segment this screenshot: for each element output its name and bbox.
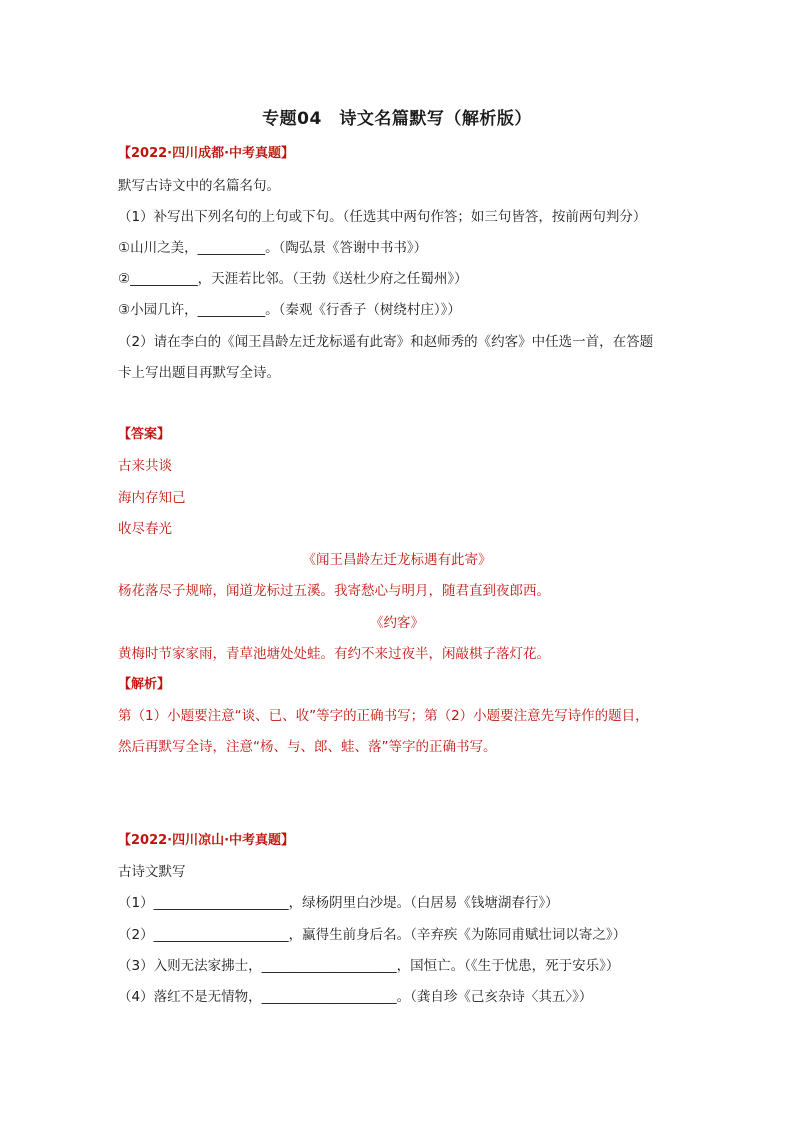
q1-answer-tag: 【答案】: [118, 427, 171, 442]
q1-instruction: 默写古诗文中的名篇名句。: [118, 178, 280, 194]
q1-poem2-title: 《约客》: [370, 615, 424, 631]
q1-part2-line2: 卡上写出题目再默写全诗。: [118, 365, 280, 381]
q1-poem1-title: 《闻王昌龄左迁龙标遇有此寄》: [302, 552, 492, 568]
q2-instruction: 古诗文默写: [118, 864, 186, 880]
document-title: 专题04 诗文名篇默写（解析版）: [262, 109, 532, 129]
q1-analysis-line2: 然后再默写全诗，注意“杨、与、郎、蛙、落”等字的正确书写。: [118, 739, 497, 755]
q1-poem2-text: 黄梅时节家家雨，青草池塘处处蛙。有约不来过夜半，闲敲棋子落灯花。: [118, 646, 550, 662]
q1-part2-line1: （2）请在李白的《闻王昌龄左迁龙标遥有此寄》和赵师秀的《约客》中任选一首，在答题: [118, 334, 654, 350]
q1-item3: ③小园几许，__________。（秦观《行香子（树绕村庄）》）: [118, 302, 461, 318]
q1-answer-2: 海内存知己: [118, 490, 186, 506]
q1-poem1-text: 杨花落尽子规啼，闻道龙标过五溪。我寄愁心与明月，随君直到夜郎西。: [118, 583, 550, 599]
q1-item2: ②__________，天涯若比邻。（王勃《送杜少府之任蜀州》）: [118, 271, 468, 287]
q1-analysis-tag: 【解析】: [118, 677, 171, 692]
q1-item1: ①山川之美，__________。（陶弘景《答谢中书书》）: [118, 240, 428, 256]
q2-item1: （1）____________________，绿杨阴里白沙堤。（白居易《钱塘湖春行》）: [118, 895, 559, 911]
q1-answer-1: 古来共谈: [118, 458, 172, 474]
q2-item3: （3）入则无法家拂士，____________________，国恒亡。（《生于忧患，死于安乐》）: [118, 958, 620, 974]
q2-source-tag: 【2022·四川凉山·中考真题】: [118, 833, 295, 848]
q1-part1: （1）补写出下列名句的上句或下句。（任选其中两句作答；如三句皆答，按前两句判分）: [118, 209, 647, 225]
q1-answer-3: 收尽春光: [118, 521, 172, 537]
q2-item2: （2）____________________，赢得生前身后名。（辛弃疾《为陈同甫赋壮词以寄之》）: [118, 927, 627, 943]
q1-analysis-line1: 第（1）小题要注意“谈、已、收”等字的正确书写；第（2）小题要注意先写诗作的题目，: [118, 708, 649, 724]
q2-item4: （4）落红不是无情物，____________________。（龚自珍《己亥杂诗〈其五〉》）: [118, 989, 593, 1005]
q1-source-tag: 【2022·四川成都·中考真题】: [118, 146, 295, 161]
